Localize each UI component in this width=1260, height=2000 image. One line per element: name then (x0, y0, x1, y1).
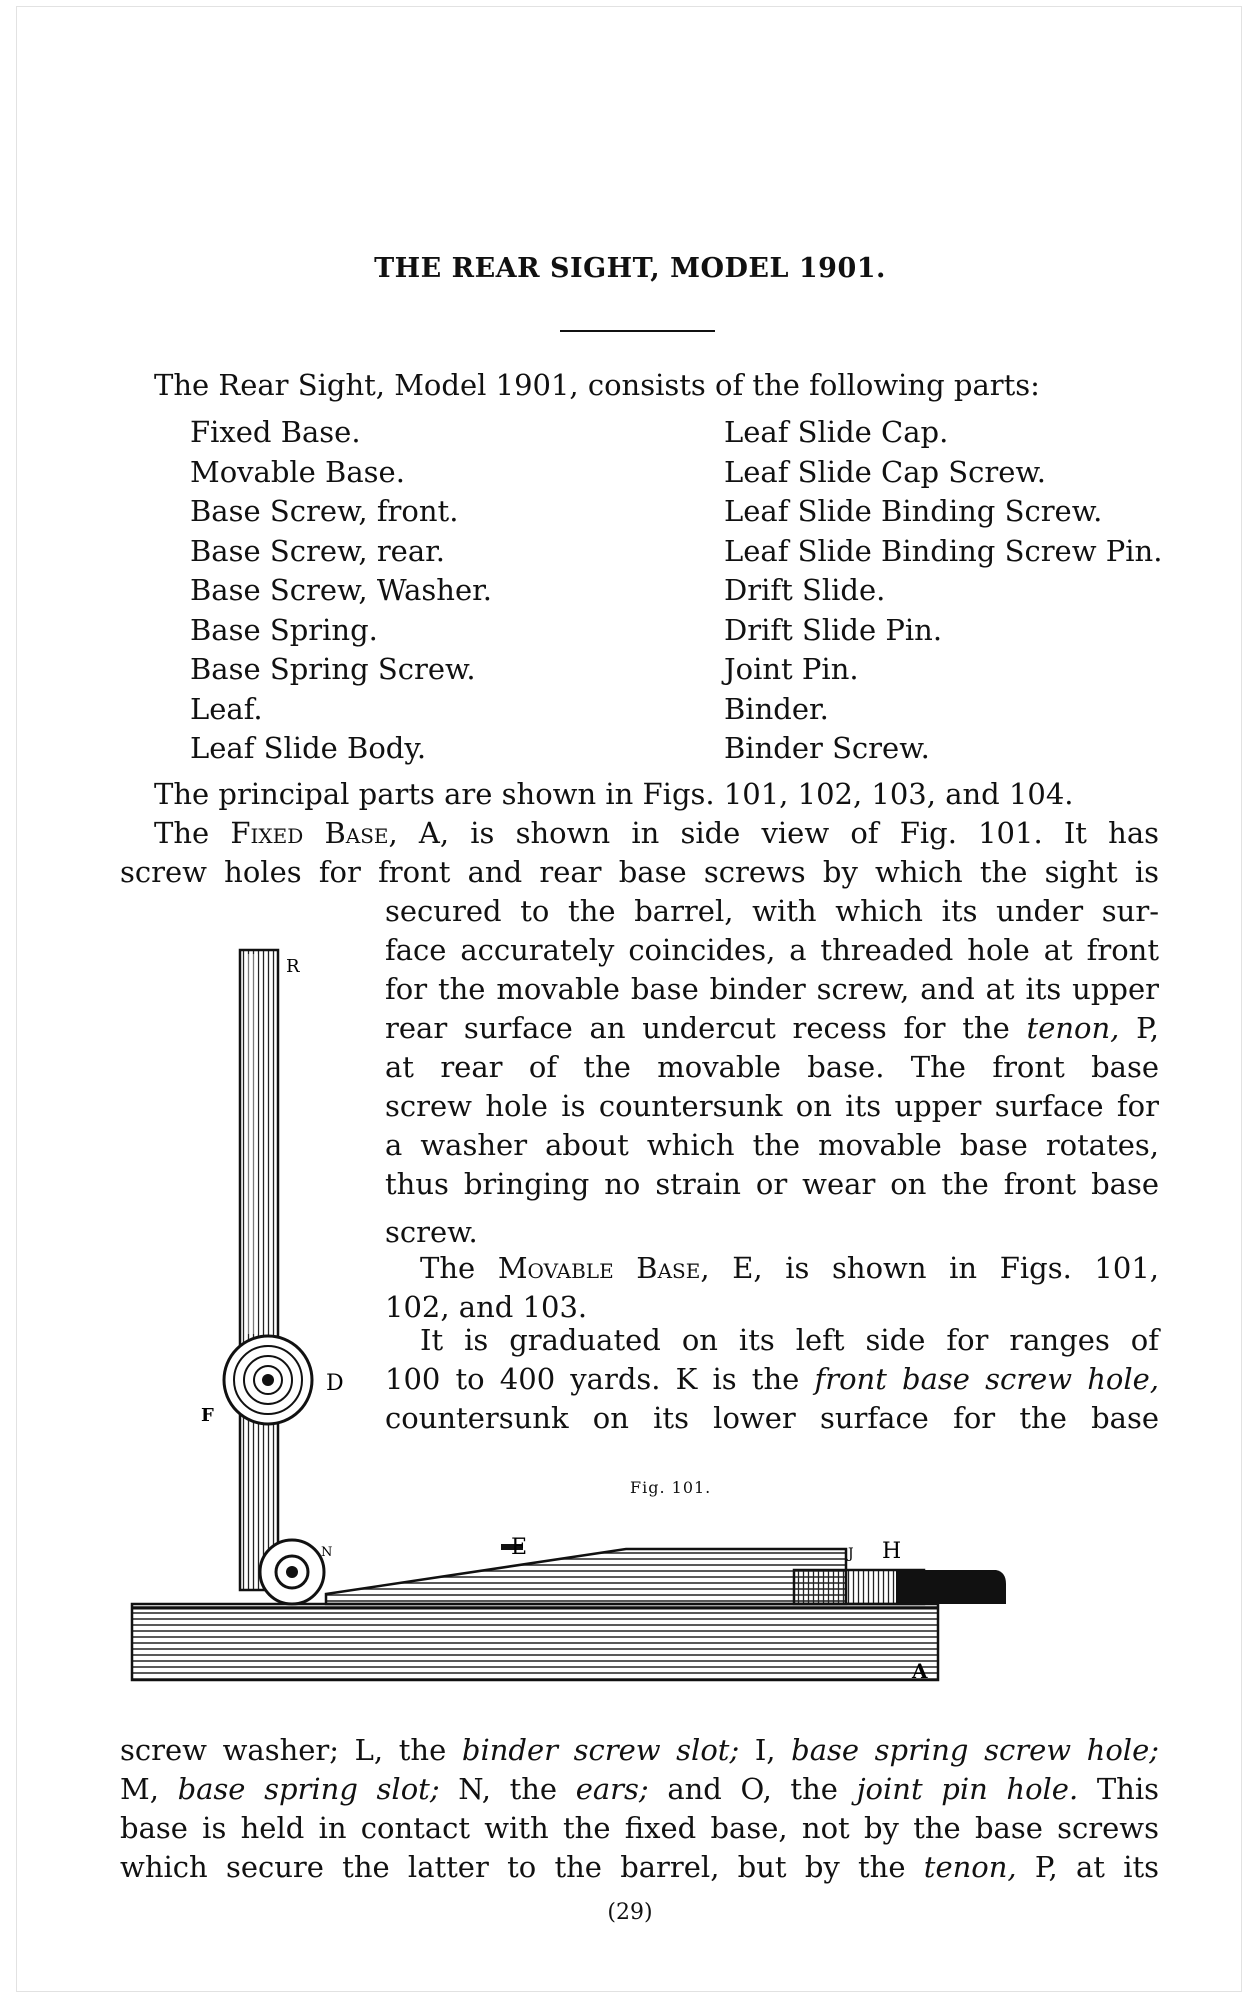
binder-drawing (794, 1570, 1006, 1604)
figure-caption: Fig. 101. (630, 1478, 712, 1497)
fixed-base-line-2: screw holes for front and rear base screws by which the sight is (120, 855, 1159, 889)
part-item: Movable Base. (190, 454, 405, 489)
part-item: Base Screw, Washer. (190, 573, 493, 607)
text-span: and O, the (648, 1772, 838, 1806)
label-d: D (326, 1371, 344, 1396)
part-item: Leaf Slide Cap Screw. (724, 454, 1047, 489)
rear-sight-figure (126, 944, 1026, 1714)
term-binder-screw-slot: binder screw slot; (461, 1733, 740, 1767)
term-base-spring-screw-hole: base spring screw hole; (791, 1733, 1160, 1767)
continuation-line-3: base is held in contact with the fixed base, not by the base screws (120, 1811, 1159, 1845)
movable-base-drawing (326, 1544, 846, 1604)
part-item: Leaf Slide Binding Screw. (724, 494, 1103, 528)
term-fixed-base: Fixed Base (230, 816, 389, 850)
text-span: This (1078, 1772, 1160, 1806)
text-span: screw washer; L, the (120, 1733, 447, 1767)
term-base-spring-slot: base spring slot; (177, 1772, 440, 1806)
fixed-base-wrap-7: a washer about which the movable base rotates, (385, 1128, 1159, 1162)
label-j: J (848, 1546, 854, 1562)
fixed-base-line-1 (154, 815, 1159, 851)
fixed-base-wrap-2: face accurately coincides, a threaded hole at front (385, 933, 1159, 967)
part-item: Binder. (724, 691, 829, 726)
part-item: Base Spring. (190, 612, 378, 647)
principal-parts-line: The principal parts are shown in Figs. 101, 102, 103, and 104. (154, 777, 1074, 811)
text-span: I, (739, 1733, 776, 1767)
part-item: Base Screw, front. (190, 494, 459, 528)
text-span: P, at its (1016, 1850, 1160, 1884)
intro-line: The Rear Sight, Model 1901, consists of the following parts: (154, 368, 1040, 402)
label-h: H (882, 1539, 902, 1564)
label-r: R (286, 956, 300, 977)
part-item: Joint Pin. (724, 652, 859, 686)
term-movable-base: Movable Base (497, 1251, 701, 1285)
movable-base-line-2: 102, and 103. (385, 1290, 588, 1324)
label-f: F (201, 1405, 214, 1426)
text-span: , A, is shown in side view of Fig. 101. It has (388, 816, 1159, 850)
page-number: (29) (607, 1900, 653, 1925)
leaf-slide-disk (224, 1336, 312, 1424)
part-item: Base Screw, rear. (190, 533, 446, 568)
text-span: M, (120, 1772, 159, 1806)
joint-pin-drawing (260, 1540, 324, 1604)
fixed-base-wrap-1: secured to the barrel, with which its under sur- (385, 894, 1159, 928)
fixed-base-wrap-9: screw. (385, 1215, 478, 1249)
term-tenon: tenon, (1026, 1011, 1120, 1045)
continuation-line-4 (120, 1849, 1159, 1885)
part-item: Drift Slide. (724, 573, 886, 607)
parts-list-left (190, 413, 492, 769)
fixed-base-wrap-5: at rear of the movable base. The front base (385, 1050, 1159, 1084)
part-item: Binder Screw. (724, 731, 930, 765)
continuation-line-1 (120, 1732, 1159, 1768)
part-item: Leaf Slide Binding Screw Pin. (724, 533, 1163, 568)
text-span: The (154, 816, 210, 850)
part-item: Fixed Base. (190, 415, 361, 449)
part-item: Leaf Slide Body. (190, 731, 427, 765)
fixed-base-wrap-6: screw hole is countersunk on its upper surface for (385, 1089, 1159, 1123)
text-span: 100 to 400 yards. K is the (385, 1362, 800, 1396)
text-span: rear surface an undercut recess for the (385, 1011, 1010, 1045)
term-ears: ears; (575, 1772, 649, 1806)
text-span: N, the (439, 1772, 558, 1806)
graduated-line-3: countersunk on its lower surface for the base (385, 1401, 1159, 1435)
part-item: Leaf Slide Cap. (724, 415, 949, 449)
title-rule (560, 330, 715, 332)
term-front-base-screw-hole: front base screw hole, (814, 1362, 1159, 1396)
continuation-line-2 (120, 1771, 1159, 1807)
page-title: THE REAR SIGHT, MODEL 1901. (374, 253, 886, 284)
leaf-drawing (240, 950, 278, 1590)
label-n: N (321, 1545, 333, 1560)
term-joint-pin-hole: joint pin hole. (856, 1772, 1079, 1806)
fixed-base-wrap-3: for the movable base binder screw, and at its upper (385, 972, 1159, 1006)
label-e: E (511, 1535, 528, 1560)
part-item: Base Spring Screw. (190, 652, 476, 686)
text-span: which secure the latter to the barrel, but by the (120, 1850, 906, 1884)
part-item: Leaf. (190, 691, 263, 726)
graduated-line-1: It is graduated on its left side for ranges of (420, 1323, 1159, 1357)
text-span: , E, is shown in Figs. 101, (700, 1251, 1159, 1285)
label-a: A (912, 1659, 928, 1683)
fixed-base-wrap-8: thus bringing no strain or wear on the front base (385, 1167, 1159, 1201)
term-tenon-2: tenon, (923, 1850, 1017, 1884)
part-item: Drift Slide Pin. (724, 612, 943, 647)
text-span: P, (1119, 1011, 1160, 1045)
text-span: The (420, 1251, 476, 1285)
parts-list-right (724, 413, 1162, 769)
fixed-base-drawing (132, 1604, 938, 1680)
